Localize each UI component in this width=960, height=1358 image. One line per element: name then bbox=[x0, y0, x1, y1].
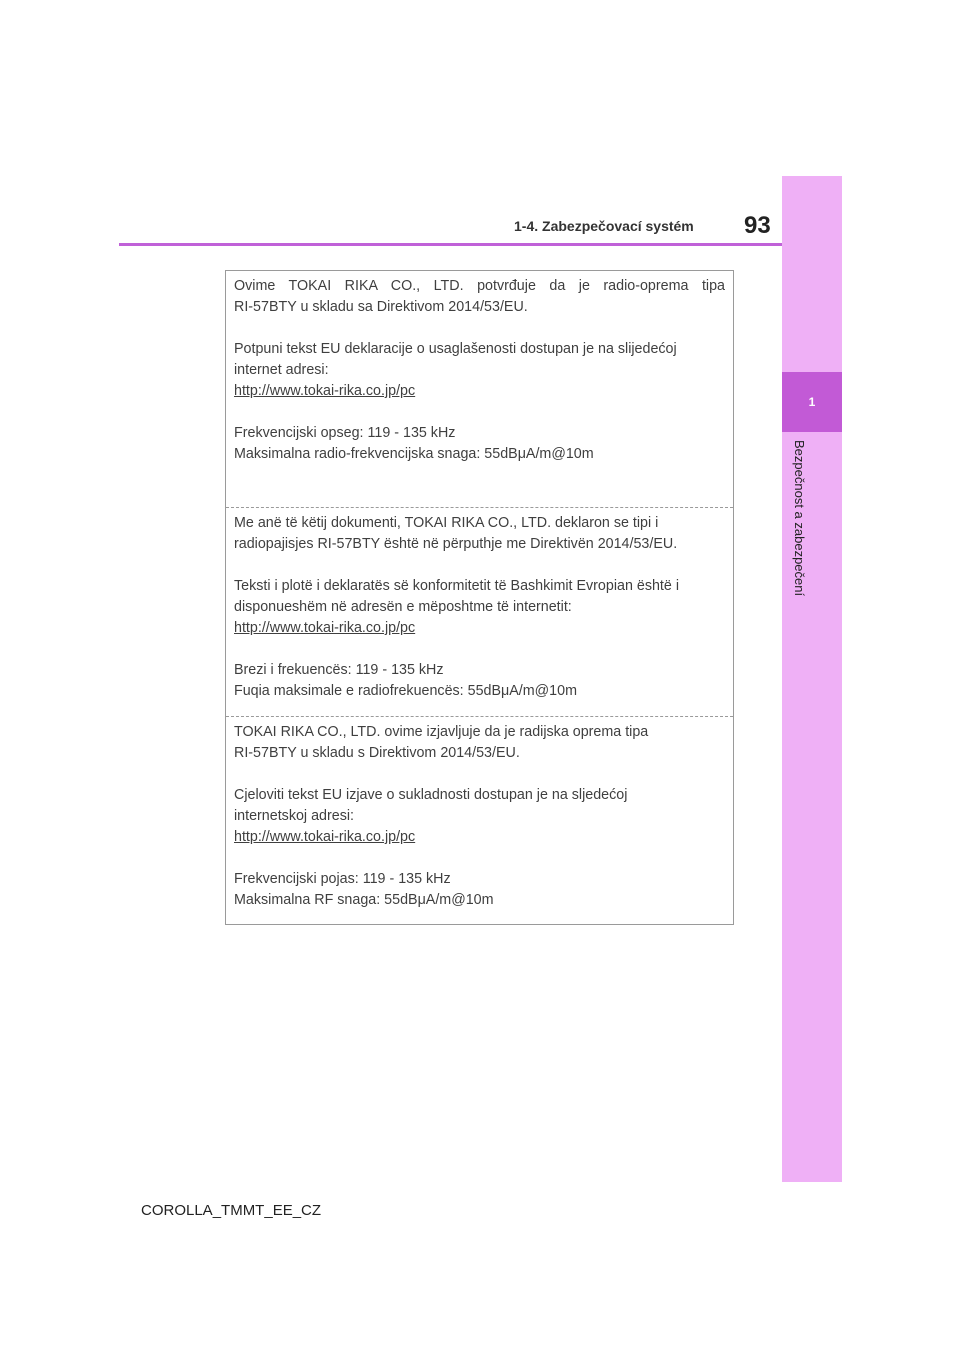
fulltext-line: disponueshëm në adresën e mëposhtme të internetit: bbox=[234, 599, 572, 615]
chapter-title: Bezpečnost a zabezpečení bbox=[792, 440, 807, 597]
section-title: 1-4. Zabezpečovací systém bbox=[514, 218, 694, 234]
frequency-range: Frekvencijski pojas: 119 - 135 kHz bbox=[234, 871, 451, 887]
fulltext-paragraph bbox=[234, 785, 725, 848]
declaration-section-croatian bbox=[226, 716, 733, 924]
chapter-number-box bbox=[782, 372, 842, 432]
declaration-line: TOKAI RIKA CO., LTD. ovime izjavljuje da je radijska oprema tipa bbox=[234, 724, 649, 740]
declaration-url-link[interactable]: http://www.tokai-rika.co.jp/pc bbox=[234, 829, 416, 845]
fulltext-line: internet adresi: bbox=[234, 362, 329, 378]
declaration-line: radiopajisjes RI-57BTY është në përputhje me Direktivën 2014/53/EU. bbox=[234, 536, 678, 552]
declaration-url-link[interactable]: http://www.tokai-rika.co.jp/pc bbox=[234, 620, 416, 636]
declaration-frame bbox=[225, 270, 734, 925]
declaration-url-link[interactable]: http://www.tokai-rika.co.jp/pc bbox=[234, 383, 416, 399]
declaration-line: RI-57BTY u skladu s Direktivom 2014/53/EU. bbox=[234, 745, 520, 761]
header-rule bbox=[119, 243, 782, 246]
spec-paragraph bbox=[234, 660, 725, 702]
manual-code: COROLLA_TMMT_EE_CZ bbox=[141, 1202, 322, 1219]
max-power: Maksimalna RF snaga: 55dBμA/m@10m bbox=[234, 892, 494, 908]
side-tab bbox=[782, 176, 842, 1182]
page-number: 93 bbox=[744, 212, 771, 239]
declaration-paragraph bbox=[234, 513, 725, 555]
declaration-line: Ovime TOKAI RIKA CO., LTD. potvrđuje da je radio-oprema tipa bbox=[234, 278, 725, 294]
declaration-paragraph bbox=[234, 722, 725, 764]
declaration-section-albanian bbox=[226, 507, 733, 716]
fulltext-paragraph bbox=[234, 576, 725, 639]
declaration-line: Me anë të këtij dokumenti, TOKAI RIKA CO., LTD. deklaron se tipi i bbox=[234, 515, 659, 531]
max-power: Fuqia maksimale e radiofrekuencës: 55dBμA/m@10m bbox=[234, 683, 577, 699]
fulltext-line: internetskoj adresi: bbox=[234, 808, 354, 824]
spec-paragraph bbox=[234, 869, 725, 911]
spec-paragraph bbox=[234, 423, 725, 465]
fulltext-line: Cjeloviti tekst EU izjave o sukladnosti dostupan je na sljedećoj bbox=[234, 787, 628, 803]
fulltext-line: Teksti i plotë i deklaratës së konformitetit të Bashkimit Evropian është i bbox=[234, 578, 679, 594]
max-power: Maksimalna radio-frekvencijska snaga: 55dBμA/m@10m bbox=[234, 446, 594, 462]
fulltext-line: Potpuni tekst EU deklaracije o usaglašenosti dostupan je na slijedećoj bbox=[234, 341, 677, 357]
frequency-range: Brezi i frekuencës: 119 - 135 kHz bbox=[234, 662, 444, 678]
frequency-range: Frekvencijski opseg: 119 - 135 kHz bbox=[234, 425, 456, 441]
fulltext-paragraph bbox=[234, 339, 725, 402]
declaration-section-bosnian bbox=[226, 271, 733, 507]
chapter-number: 1 bbox=[808, 395, 816, 409]
declaration-paragraph bbox=[234, 276, 725, 318]
declaration-line: RI-57BTY u skladu sa Direktivom 2014/53/EU. bbox=[234, 299, 528, 315]
